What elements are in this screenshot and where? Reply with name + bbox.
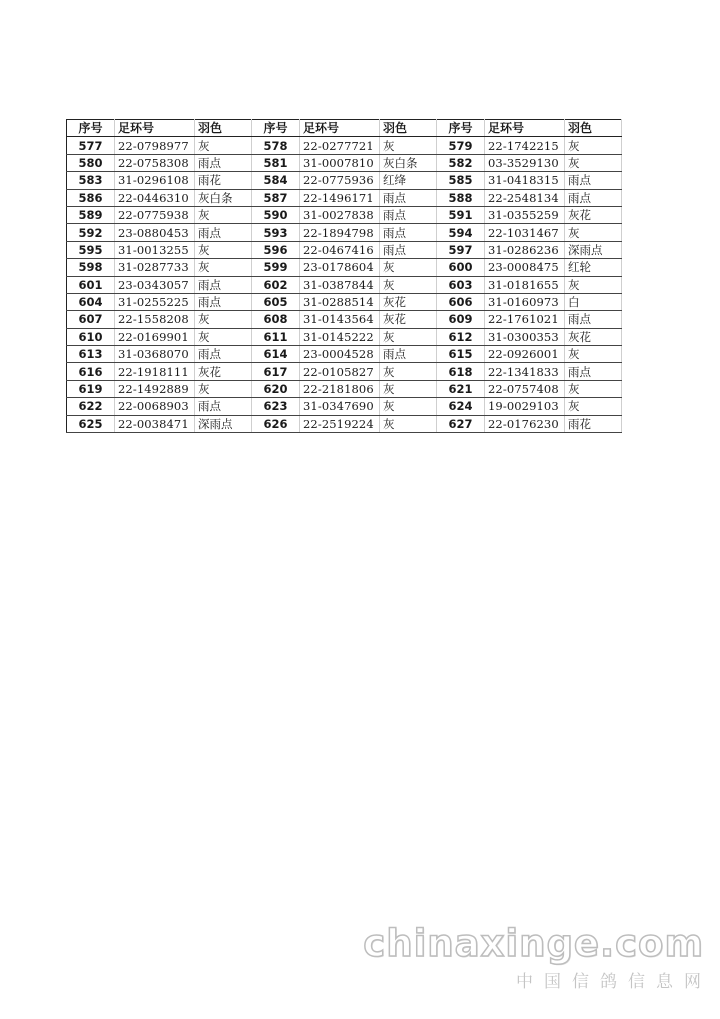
color-cell: 灰 xyxy=(195,137,252,154)
seq-cell: 606 xyxy=(437,293,485,310)
seq-cell: 616 xyxy=(67,363,115,380)
seq-cell: 617 xyxy=(252,363,300,380)
table-row xyxy=(67,380,622,397)
color-cell: 雨点 xyxy=(565,189,622,206)
color-cell: 灰花 xyxy=(565,206,622,223)
seq-cell: 593 xyxy=(252,224,300,241)
watermark-logo: chinaxinge.com xyxy=(363,922,704,965)
ring-cell: 22-0277721 xyxy=(300,137,380,154)
ring-cell: 22-1761021 xyxy=(485,311,565,328)
table-row xyxy=(67,346,622,363)
header-ring-2: 足环号 xyxy=(300,120,380,137)
color-cell: 雨点 xyxy=(380,189,437,206)
color-cell: 灰白条 xyxy=(380,154,437,171)
ring-cell: 23-0178604 xyxy=(300,259,380,276)
seq-cell: 584 xyxy=(252,172,300,189)
color-cell: 深雨点 xyxy=(565,241,622,258)
ring-cell: 22-2181806 xyxy=(300,380,380,397)
ring-cell: 31-0368070 xyxy=(115,346,195,363)
color-cell: 灰花 xyxy=(565,328,622,345)
seq-cell: 607 xyxy=(67,311,115,328)
table-row xyxy=(67,328,622,345)
ring-cell: 22-0757408 xyxy=(485,380,565,397)
ring-cell: 22-0467416 xyxy=(300,241,380,258)
color-cell: 灰花 xyxy=(195,363,252,380)
ring-cell: 22-0068903 xyxy=(115,398,195,415)
ring-cell: 22-2519224 xyxy=(300,415,380,432)
color-cell: 灰花 xyxy=(380,311,437,328)
table-row xyxy=(67,224,622,241)
color-cell: 雨点 xyxy=(195,224,252,241)
seq-cell: 594 xyxy=(437,224,485,241)
seq-cell: 586 xyxy=(67,189,115,206)
color-cell: 灰 xyxy=(380,137,437,154)
ring-cell: 31-0347690 xyxy=(300,398,380,415)
color-cell: 灰 xyxy=(195,259,252,276)
color-cell: 灰 xyxy=(195,206,252,223)
seq-cell: 599 xyxy=(252,259,300,276)
color-cell: 灰 xyxy=(195,380,252,397)
ring-cell: 31-0296108 xyxy=(115,172,195,189)
header-ring-3: 足环号 xyxy=(485,120,565,137)
watermark-subtitle: 中国信鸽信息网 xyxy=(516,972,712,992)
ring-cell: 31-0027838 xyxy=(300,206,380,223)
color-cell: 灰 xyxy=(380,276,437,293)
seq-cell: 596 xyxy=(252,241,300,258)
seq-cell: 589 xyxy=(67,206,115,223)
color-cell: 灰 xyxy=(380,363,437,380)
seq-cell: 603 xyxy=(437,276,485,293)
seq-cell: 621 xyxy=(437,380,485,397)
table-row xyxy=(67,259,622,276)
seq-cell: 625 xyxy=(67,415,115,432)
color-cell: 灰白条 xyxy=(195,189,252,206)
ring-cell: 31-0255225 xyxy=(115,293,195,310)
ring-cell: 22-0775936 xyxy=(300,172,380,189)
seq-cell: 582 xyxy=(437,154,485,171)
seq-cell: 613 xyxy=(67,346,115,363)
ring-cell: 22-0446310 xyxy=(115,189,195,206)
ring-cell: 31-0143564 xyxy=(300,311,380,328)
ring-cell: 03-3529130 xyxy=(485,154,565,171)
seq-cell: 620 xyxy=(252,380,300,397)
table-row xyxy=(67,415,622,432)
header-color-3: 羽色 xyxy=(565,120,622,137)
color-cell: 灰 xyxy=(565,346,622,363)
seq-cell: 587 xyxy=(252,189,300,206)
ring-cell: 22-0775938 xyxy=(115,206,195,223)
table-header-row xyxy=(67,120,622,137)
color-cell: 雨花 xyxy=(195,172,252,189)
ring-cell: 31-0300353 xyxy=(485,328,565,345)
header-ring-1: 足环号 xyxy=(115,120,195,137)
ring-cell: 31-0145222 xyxy=(300,328,380,345)
seq-cell: 585 xyxy=(437,172,485,189)
color-cell: 红轮 xyxy=(565,259,622,276)
table-body xyxy=(67,137,622,433)
seq-cell: 622 xyxy=(67,398,115,415)
seq-cell: 592 xyxy=(67,224,115,241)
color-cell: 灰 xyxy=(565,137,622,154)
ring-cell: 31-0160973 xyxy=(485,293,565,310)
color-cell: 雨花 xyxy=(565,415,622,432)
seq-cell: 581 xyxy=(252,154,300,171)
ring-cell: 22-1742215 xyxy=(485,137,565,154)
seq-cell: 595 xyxy=(67,241,115,258)
ring-cell: 31-0181655 xyxy=(485,276,565,293)
color-cell: 雨点 xyxy=(195,346,252,363)
ring-cell: 23-0880453 xyxy=(115,224,195,241)
table-row xyxy=(67,363,622,380)
ring-cell: 22-0176230 xyxy=(485,415,565,432)
color-cell: 灰 xyxy=(380,259,437,276)
color-cell: 灰 xyxy=(195,241,252,258)
table-row xyxy=(67,206,622,223)
seq-cell: 615 xyxy=(437,346,485,363)
color-cell: 深雨点 xyxy=(195,415,252,432)
ring-cell: 22-1894798 xyxy=(300,224,380,241)
table-row xyxy=(67,398,622,415)
seq-cell: 608 xyxy=(252,311,300,328)
color-cell: 灰 xyxy=(565,380,622,397)
color-cell: 雨点 xyxy=(380,241,437,258)
color-cell: 灰 xyxy=(565,398,622,415)
color-cell: 雨点 xyxy=(195,293,252,310)
seq-cell: 623 xyxy=(252,398,300,415)
ring-cell: 31-0007810 xyxy=(300,154,380,171)
color-cell: 雨点 xyxy=(565,172,622,189)
color-cell: 灰 xyxy=(565,276,622,293)
ring-cell: 31-0286236 xyxy=(485,241,565,258)
seq-cell: 588 xyxy=(437,189,485,206)
ring-cell: 22-0758308 xyxy=(115,154,195,171)
table-row xyxy=(67,172,622,189)
ring-cell: 22-0798977 xyxy=(115,137,195,154)
ring-cell: 22-1492889 xyxy=(115,380,195,397)
ring-cell: 22-1496171 xyxy=(300,189,380,206)
seq-cell: 604 xyxy=(67,293,115,310)
ring-list-table-container xyxy=(66,119,622,433)
header-seq-2: 序号 xyxy=(252,120,300,137)
ring-cell: 22-1918111 xyxy=(115,363,195,380)
seq-cell: 590 xyxy=(252,206,300,223)
seq-cell: 610 xyxy=(67,328,115,345)
seq-cell: 597 xyxy=(437,241,485,258)
color-cell: 灰 xyxy=(565,154,622,171)
ring-cell: 31-0287733 xyxy=(115,259,195,276)
color-cell: 灰 xyxy=(380,328,437,345)
ring-cell: 31-0013255 xyxy=(115,241,195,258)
seq-cell: 611 xyxy=(252,328,300,345)
header-color-1: 羽色 xyxy=(195,120,252,137)
color-cell: 灰 xyxy=(380,415,437,432)
ring-cell: 22-2548134 xyxy=(485,189,565,206)
color-cell: 灰 xyxy=(380,398,437,415)
seq-cell: 577 xyxy=(67,137,115,154)
ring-cell: 31-0387844 xyxy=(300,276,380,293)
ring-cell: 22-0926001 xyxy=(485,346,565,363)
color-cell: 灰 xyxy=(380,380,437,397)
color-cell: 雨点 xyxy=(380,224,437,241)
table-row xyxy=(67,137,622,154)
header-color-2: 羽色 xyxy=(380,120,437,137)
color-cell: 白 xyxy=(565,293,622,310)
seq-cell: 580 xyxy=(67,154,115,171)
table-row xyxy=(67,311,622,328)
seq-cell: 602 xyxy=(252,276,300,293)
ring-list-table xyxy=(66,119,622,433)
ring-cell: 31-0418315 xyxy=(485,172,565,189)
seq-cell: 612 xyxy=(437,328,485,345)
color-cell: 雨点 xyxy=(195,398,252,415)
ring-cell: 22-1031467 xyxy=(485,224,565,241)
ring-cell: 31-0355259 xyxy=(485,206,565,223)
seq-cell: 600 xyxy=(437,259,485,276)
seq-cell: 579 xyxy=(437,137,485,154)
ring-cell: 22-1341833 xyxy=(485,363,565,380)
color-cell: 雨点 xyxy=(195,154,252,171)
seq-cell: 624 xyxy=(437,398,485,415)
table-row xyxy=(67,276,622,293)
color-cell: 雨点 xyxy=(565,363,622,380)
color-cell: 雨点 xyxy=(380,206,437,223)
seq-cell: 609 xyxy=(437,311,485,328)
ring-cell: 22-1558208 xyxy=(115,311,195,328)
color-cell: 灰 xyxy=(565,224,622,241)
seq-cell: 578 xyxy=(252,137,300,154)
table-row xyxy=(67,154,622,171)
color-cell: 灰 xyxy=(195,328,252,345)
color-cell: 红绛 xyxy=(380,172,437,189)
table-row xyxy=(67,189,622,206)
ring-cell: 22-0038471 xyxy=(115,415,195,432)
seq-cell: 619 xyxy=(67,380,115,397)
color-cell: 雨点 xyxy=(195,276,252,293)
seq-cell: 614 xyxy=(252,346,300,363)
header-seq-3: 序号 xyxy=(437,120,485,137)
seq-cell: 618 xyxy=(437,363,485,380)
seq-cell: 626 xyxy=(252,415,300,432)
table-row xyxy=(67,293,622,310)
ring-cell: 22-0105827 xyxy=(300,363,380,380)
ring-cell: 23-0008475 xyxy=(485,259,565,276)
seq-cell: 598 xyxy=(67,259,115,276)
color-cell: 雨点 xyxy=(565,311,622,328)
ring-cell: 23-0343057 xyxy=(115,276,195,293)
header-seq-1: 序号 xyxy=(67,120,115,137)
ring-cell: 31-0288514 xyxy=(300,293,380,310)
seq-cell: 605 xyxy=(252,293,300,310)
ring-cell: 23-0004528 xyxy=(300,346,380,363)
table-row xyxy=(67,241,622,258)
color-cell: 灰 xyxy=(195,311,252,328)
ring-cell: 22-0169901 xyxy=(115,328,195,345)
color-cell: 雨点 xyxy=(380,346,437,363)
watermark xyxy=(363,922,712,994)
seq-cell: 601 xyxy=(67,276,115,293)
ring-cell: 19-0029103 xyxy=(485,398,565,415)
seq-cell: 583 xyxy=(67,172,115,189)
color-cell: 灰花 xyxy=(380,293,437,310)
seq-cell: 591 xyxy=(437,206,485,223)
seq-cell: 627 xyxy=(437,415,485,432)
